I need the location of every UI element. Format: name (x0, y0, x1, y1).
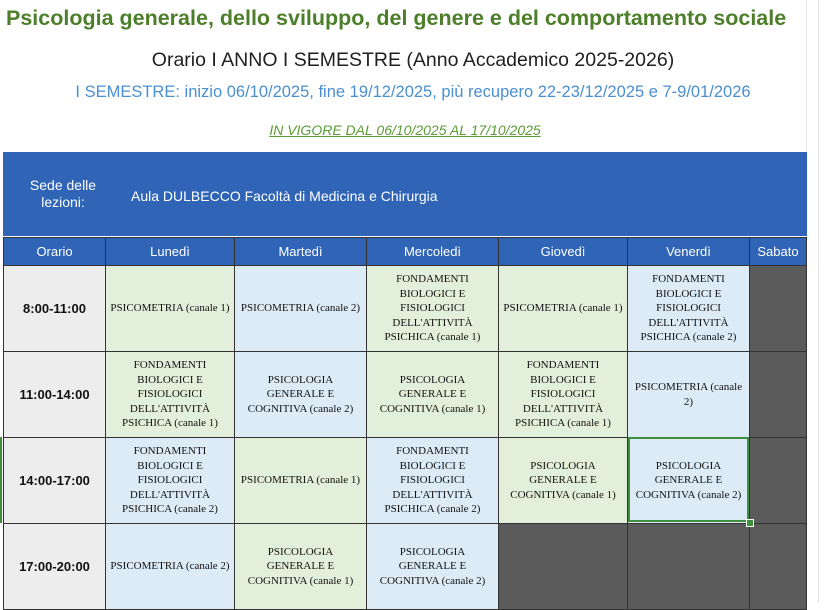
venue-label-line1: Sede delle (29, 177, 97, 193)
course-label: FONDAMENTI BIOLOGICI E FISIOLOGICI DELL'ATTIVITÀ PSICHICA (canale 2) (384, 445, 481, 516)
header-martedi[interactable]: Martedì (235, 238, 367, 266)
course-label: PSICOLOGIA GENERALE E COGNITIVA (canale 2) (379, 545, 486, 587)
empty-cell[interactable] (499, 524, 628, 610)
header-lunedi[interactable]: Lunedì (106, 238, 235, 266)
course-cell[interactable] (106, 438, 235, 524)
course-label: FONDAMENTI BIOLOGICI E FISIOLOGICI DELL'ATTIVITÀ PSICHICA (canale 1) (122, 359, 218, 430)
course-cell[interactable] (367, 266, 499, 352)
header-giovedi[interactable]: Giovedì (499, 238, 628, 266)
empty-cell[interactable] (750, 438, 807, 524)
page-title: Psicologia generale, dello sviluppo, del genere e del comportamento sociale (6, 6, 787, 30)
time-cell[interactable]: 17:00-20:00 (4, 524, 106, 610)
course-cell[interactable] (499, 438, 628, 524)
course-cell-selected[interactable] (628, 438, 750, 524)
empty-cell[interactable] (628, 524, 750, 610)
course-label: PSICOLOGIA GENERALE E COGNITIVA (canale 1) (379, 373, 486, 415)
table-row (4, 266, 807, 352)
course-label: PSICOLOGIA GENERALE E COGNITIVA (canale 1) (510, 459, 616, 501)
course-label: PSICOLOGIA GENERALE E COGNITIVA (canale 1) (247, 545, 354, 587)
course-label: PSICOLOGIA GENERALE E COGNITIVA (canale 2) (635, 459, 742, 501)
course-cell[interactable] (106, 524, 235, 610)
course-cell[interactable] (235, 266, 367, 352)
course-label: PSICOMETRIA (canale 1) (240, 474, 361, 487)
venue-banner[interactable] (3, 152, 807, 236)
semester-info: I SEMESTRE: inizio 06/10/2025, fine 19/12/2025, più recupero 22-23/12/2025 e 7-9/01/2026 (75, 83, 751, 101)
empty-cell[interactable] (750, 352, 807, 438)
table-row (4, 524, 807, 610)
header-venerdi[interactable]: Venerdì (628, 238, 750, 266)
empty-cell[interactable] (750, 524, 807, 610)
course-label: PSICOMETRIA (canale 2) (634, 381, 743, 408)
course-cell[interactable] (628, 266, 750, 352)
time-cell[interactable]: 11:00-14:00 (4, 352, 106, 438)
timetable (3, 237, 807, 610)
course-cell[interactable] (628, 352, 750, 438)
venue-value: Aula DULBECCO Facoltà di Medicina e Chirurgia (131, 188, 438, 204)
row-selection-marker (0, 437, 2, 523)
empty-cell[interactable] (750, 266, 807, 352)
course-cell[interactable] (235, 524, 367, 610)
header-sabato[interactable]: Sabato (750, 238, 807, 266)
course-cell[interactable] (499, 266, 628, 352)
validity-notice (0, 122, 810, 138)
course-cell[interactable] (367, 352, 499, 438)
header-orario[interactable]: Orario (4, 238, 106, 266)
course-cell[interactable] (367, 438, 499, 524)
time-cell[interactable]: 14:00-17:00 (4, 438, 106, 524)
course-cell[interactable] (106, 352, 235, 438)
course-label: PSICOMETRIA (canale 2) (240, 302, 361, 315)
course-cell[interactable] (235, 352, 367, 438)
header-mercoledi[interactable]: Mercoledì (367, 238, 499, 266)
table-row (4, 438, 807, 524)
course-cell[interactable] (106, 266, 235, 352)
course-cell[interactable] (499, 352, 628, 438)
course-label: FONDAMENTI BIOLOGICI E FISIOLOGICI DELL'ATTIVITÀ PSICHICA (canale 2) (640, 273, 737, 344)
validity-notice-text: IN VIGORE DAL 06/10/2025 AL 17/10/2025 (269, 122, 541, 138)
course-label: PSICOMETRIA (canale 2) (110, 560, 230, 573)
course-cell[interactable] (367, 524, 499, 610)
course-label: FONDAMENTI BIOLOGICI E FISIOLOGICI DELL'ATTIVITÀ PSICHICA (canale 1) (515, 359, 611, 430)
course-cell[interactable] (235, 438, 367, 524)
course-label: PSICOMETRIA (canale 1) (503, 302, 623, 315)
venue-label-line2: lezioni: (41, 194, 85, 210)
table-row (4, 352, 807, 438)
course-label: FONDAMENTI BIOLOGICI E FISIOLOGICI DELL'ATTIVITÀ PSICHICA (canale 2) (122, 445, 218, 516)
fill-handle[interactable] (746, 519, 754, 527)
time-cell[interactable]: 8:00-11:00 (4, 266, 106, 352)
venue-label (11, 177, 115, 211)
course-label: PSICOMETRIA (canale 1) (110, 302, 230, 315)
course-label: FONDAMENTI BIOLOGICI E FISIOLOGICI DELL'ATTIVITÀ PSICHICA (canale 1) (384, 273, 481, 344)
course-label: PSICOLOGIA GENERALE E COGNITIVA (canale 2) (247, 373, 354, 415)
schedule-subtitle: Orario I ANNO I SEMESTRE (Anno Accademico 2025-2026) (151, 49, 675, 71)
